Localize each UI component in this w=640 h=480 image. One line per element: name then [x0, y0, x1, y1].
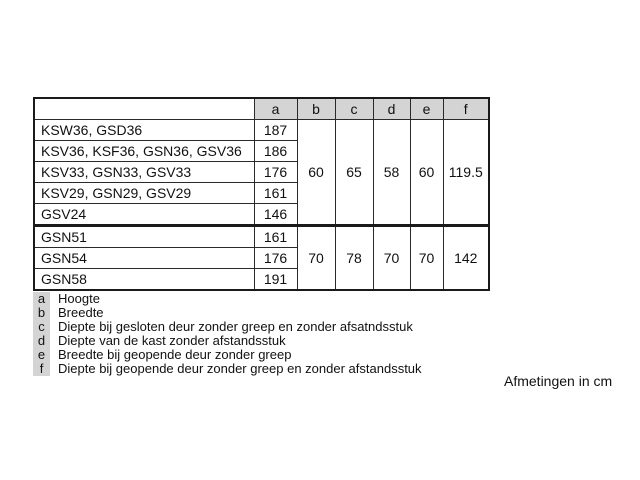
header-row — [34, 98, 489, 120]
legend-key-f: f — [33, 362, 50, 376]
col-header-b: b — [297, 98, 335, 120]
legend-key-e: e — [33, 348, 50, 362]
value-cell-a: 176 — [254, 162, 297, 183]
models-header-cell — [34, 98, 254, 120]
value-cell-a: 176 — [254, 248, 297, 269]
value-cell-a: 191 — [254, 269, 297, 291]
col-header-c: c — [335, 98, 373, 120]
shared-value-cell-d: 70 — [373, 226, 410, 291]
legend-key-b: b — [33, 306, 50, 320]
shared-value-cell-d: 58 — [373, 120, 410, 226]
dimensions-table — [33, 97, 490, 291]
shared-value-cell-b: 70 — [297, 226, 335, 291]
units-note: Afmetingen in cm — [504, 373, 613, 389]
value-cell-a: 146 — [254, 204, 297, 226]
legend-key-d: d — [33, 334, 50, 348]
value-cell-a: 161 — [254, 226, 297, 248]
legend-label-e: Breedte bij geopende deur zonder greep — [58, 347, 292, 362]
models-cell: KSV33, GSN33, GSV33 — [34, 162, 254, 183]
legend-label-b: Breedte — [58, 305, 104, 320]
shared-value-cell-c: 65 — [335, 120, 373, 226]
value-cell-a: 161 — [254, 183, 297, 204]
models-cell: GSN54 — [34, 248, 254, 269]
legend-item-c — [33, 320, 422, 334]
legend-label-d: Diepte van de kast zonder afstandsstuk — [58, 333, 286, 348]
col-header-a: a — [254, 98, 297, 120]
legend-key-a: a — [33, 292, 50, 306]
col-header-d: d — [373, 98, 410, 120]
models-cell: GSV24 — [34, 204, 254, 226]
col-header-f: f — [443, 98, 489, 120]
shared-value-cell-c: 78 — [335, 226, 373, 291]
shared-value-cell-f: 142 — [443, 226, 489, 291]
value-cell-a: 187 — [254, 120, 297, 141]
models-cell: KSV36, KSF36, GSN36, GSV36 — [34, 141, 254, 162]
models-cell: GSN51 — [34, 226, 254, 248]
shared-value-cell-e: 60 — [410, 120, 443, 226]
shared-value-cell-f: 119.5 — [443, 120, 489, 226]
models-cell: KSV29, GSN29, GSV29 — [34, 183, 254, 204]
value-cell-a: 186 — [254, 141, 297, 162]
legend-item-a — [33, 292, 422, 306]
shared-value-cell-e: 70 — [410, 226, 443, 291]
table-row — [34, 120, 489, 141]
col-header-e: e — [410, 98, 443, 120]
models-cell: GSN58 — [34, 269, 254, 291]
legend-item-b — [33, 306, 422, 320]
legend-item-f — [33, 362, 422, 376]
legend — [33, 292, 422, 376]
legend-label-c: Diepte bij gesloten deur zonder greep en zonder afsatndsstuk — [58, 319, 413, 334]
table-row — [34, 226, 489, 248]
shared-value-cell-b: 60 — [297, 120, 335, 226]
legend-item-d — [33, 334, 422, 348]
legend-label-f: Diepte bij geopende deur zonder greep en zonder afstandsstuk — [58, 361, 422, 376]
legend-key-c: c — [33, 320, 50, 334]
legend-item-e — [33, 348, 422, 362]
models-cell: KSW36, GSD36 — [34, 120, 254, 141]
legend-label-a: Hoogte — [58, 291, 100, 306]
